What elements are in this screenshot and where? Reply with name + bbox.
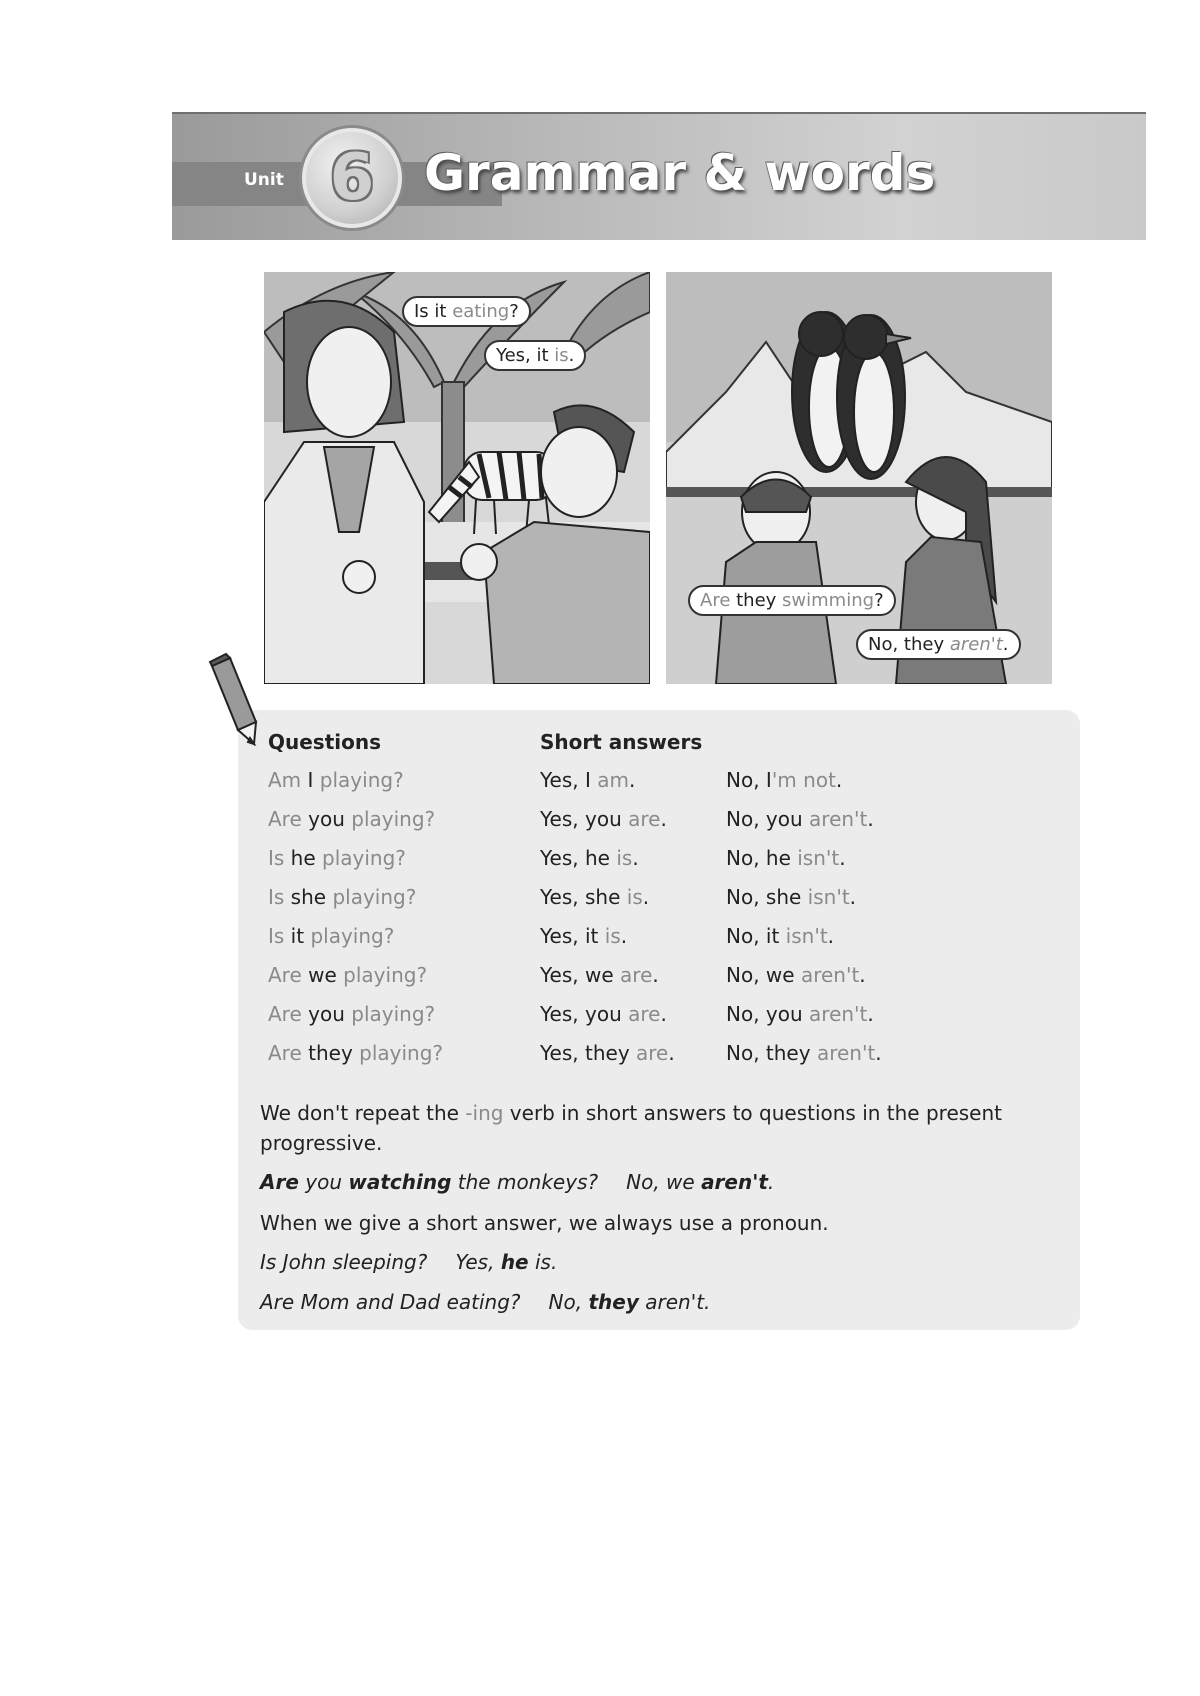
plain-text: Yes, you [540,807,629,831]
short-answer-yes-cell [540,807,667,831]
short-answer-no-cell [726,846,846,870]
rule-text: We don't repeat the [260,1101,466,1125]
example-text: Yes, [455,1250,501,1274]
highlight-text: is [616,846,633,870]
plain-text: . [839,846,846,870]
unit-header-banner [172,112,1146,240]
plain-text: you [301,807,352,831]
highlight-text: playing? [351,1002,436,1026]
highlight-text: are [636,1041,669,1065]
plain-text: you [301,1002,352,1026]
bubble-text: they [730,590,783,611]
plain-text: No, we [726,963,801,987]
question-cell [268,768,404,792]
example-bold: watching [348,1170,452,1194]
pencil-icon [204,652,268,748]
highlight-text: am [597,768,630,792]
highlight-text: isn't [807,885,850,909]
plain-text: No, it [726,924,786,948]
bubble-text-highlight: eating [452,301,510,322]
plain-text: . [660,807,667,831]
bubble-text-highlight: Are [700,590,731,611]
short-answer-no-cell [726,963,866,987]
highlight-text: Is [268,846,285,870]
rule-text: verb in short answers to questions in the present progressive. [260,1101,1002,1155]
highlight-text: Am [268,768,302,792]
short-answer-yes-cell [540,1041,675,1065]
plain-text: . [859,963,866,987]
highlight-text: playing? [332,885,417,909]
short-answer-no-cell [726,1002,874,1026]
highlight-text: playing? [343,963,428,987]
plain-text: . [629,768,636,792]
highlight-text: playing? [351,807,436,831]
plain-text: . [642,885,650,909]
example-text: No, [548,1290,589,1314]
plain-text: Yes, she [540,885,627,909]
short-answer-no-cell [726,807,874,831]
question-cell [268,807,435,831]
plain-text: No, she [726,885,808,909]
highlight-text: 'm not [771,768,836,792]
highlight-text: isn't [785,924,828,948]
example-text: . [767,1170,775,1194]
plain-text: No, you [726,807,810,831]
example-bold: he [500,1250,529,1274]
question-cell [268,885,416,909]
plain-text: . [660,1002,667,1026]
highlight-text: playing? [310,924,395,948]
example-text: aren't. [638,1290,711,1314]
bubble-text: ? [874,590,884,611]
highlight-text: playing? [359,1041,444,1065]
short-answer-yes-cell [540,768,635,792]
penguin-scene-drawing [666,272,1052,684]
highlight-text: Are [268,807,302,831]
bubble-text: Yes, it [496,345,555,366]
bubble-text: . [1002,634,1009,655]
bubble-text-highlight: aren't [949,634,1003,655]
question-cell [268,924,394,948]
short-answers-header: Short answers [540,730,703,754]
highlight-text: Are [268,1002,302,1026]
question-cell [268,1002,435,1026]
highlight-text: playing? [322,846,406,870]
plain-text: No, they [726,1041,817,1065]
speech-bubble-question [402,296,531,327]
plain-text: Yes, they [540,1041,637,1065]
plain-text: No, I [726,768,772,792]
example-text: is. [528,1250,558,1274]
example-bold: they [588,1290,639,1314]
bubble-text-highlight: is [554,345,569,366]
short-answer-no-cell [726,1041,882,1065]
example-text: No, we [626,1170,702,1194]
plain-text: . [867,1002,874,1026]
rule-text-highlight: -ing [465,1101,504,1125]
plain-text: . [835,768,843,792]
highlight-text: aren't [809,1002,868,1026]
highlight-text: isn't [797,846,840,870]
plain-text: . [620,924,628,948]
plain-text: . [652,963,659,987]
short-answer-no-cell [726,924,834,948]
plain-text: Yes, you [540,1002,629,1026]
unit-label: Unit [244,170,284,190]
speech-bubble-answer [484,340,586,371]
highlight-text: are [628,1002,661,1026]
bubble-text: ? [509,301,519,322]
plain-text: it [284,924,311,948]
highlight-text: is [604,924,621,948]
highlight-text: are [620,963,653,987]
highlight-text: Are [268,1041,302,1065]
short-answer-yes-cell [540,1002,667,1026]
plain-text: we [301,963,344,987]
plain-text: . [827,924,835,948]
bubble-text: . [568,345,575,366]
plain-text: he [284,846,323,870]
bubble-text: Is it [414,301,453,322]
short-answer-no-cell [726,768,842,792]
short-answer-yes-cell [540,885,649,909]
plain-text: . [867,807,874,831]
highlight-text: Are [268,963,302,987]
speech-bubble-answer [856,629,1021,660]
bubble-text: No, they [868,634,950,655]
plain-text: . [668,1041,675,1065]
illustration-penguins [666,272,1052,684]
highlight-text: aren't [800,963,860,987]
rule-pronoun: When we give a short answer, we always use a pronoun. [260,1211,829,1235]
plain-text: No, you [726,1002,810,1026]
highlight-text: Is [268,924,285,948]
plain-text: . [849,885,857,909]
highlight-text: are [628,807,661,831]
plain-text: they [301,1041,360,1065]
example-monkeys [260,1170,774,1194]
speech-bubble-question [688,585,896,616]
plain-text: No, he [726,846,798,870]
highlight-text: aren't [816,1041,876,1065]
unit-number-badge: 6 [302,128,402,228]
example-bold: Are [260,1170,299,1194]
plain-text: Yes, I [540,768,598,792]
short-answer-yes-cell [540,846,639,870]
question-cell [268,1041,443,1065]
plain-text: Yes, we [540,963,621,987]
plain-text: she [284,885,333,909]
example-text: Are Mom and Dad eating? [260,1290,521,1314]
highlight-text: playing? [319,768,404,792]
illustration-zebra [264,272,650,684]
zebra-scene-drawing [264,272,650,684]
example-text: the monkeys? [451,1170,599,1194]
plain-text: . [875,1041,882,1065]
highlight-text: aren't [809,807,868,831]
short-answer-no-cell [726,885,856,909]
page-title: Grammar & words [424,144,936,202]
questions-header: Questions [268,730,382,754]
example-john [260,1250,557,1274]
highlight-text: is [626,885,643,909]
question-cell [268,846,406,870]
example-text: Is John sleeping? [260,1250,428,1274]
example-text: you [298,1170,349,1194]
example-bold: aren't [701,1170,768,1194]
rule-ing-verb [260,1098,1060,1158]
plain-text: Yes, it [540,924,605,948]
short-answer-yes-cell [540,924,627,948]
example-mom-dad [260,1290,710,1314]
bubble-text-highlight: swimming [782,590,875,611]
question-cell [268,963,427,987]
highlight-text: Is [268,885,285,909]
plain-text: I [301,768,320,792]
plain-text: . [632,846,639,870]
plain-text: Yes, he [540,846,617,870]
short-answer-yes-cell [540,963,659,987]
